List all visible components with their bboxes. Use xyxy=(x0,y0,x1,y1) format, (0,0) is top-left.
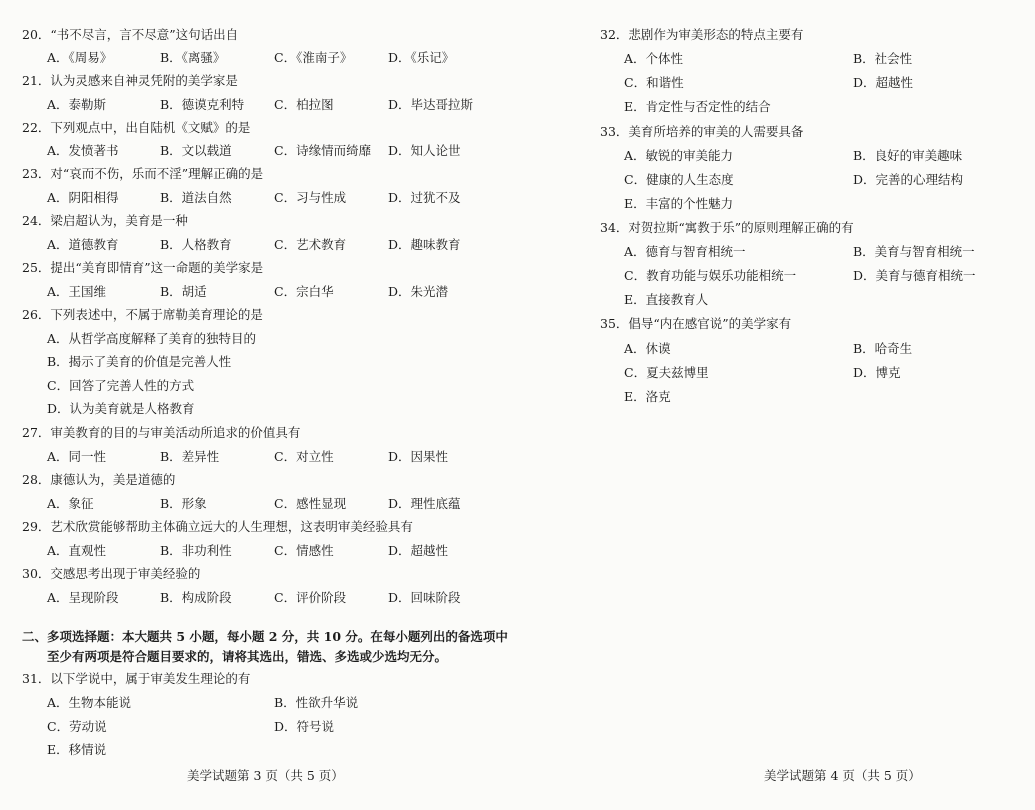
option: A．生物本能说 xyxy=(47,695,132,710)
right-page xyxy=(600,0,1035,810)
question-stem: 23．对“哀而不伤，乐而不淫”理解正确的是 xyxy=(22,166,264,181)
option: E．洛克 xyxy=(624,389,671,404)
option: A．发愤著书 xyxy=(47,143,119,158)
option: B．哈奇生 xyxy=(853,341,913,356)
option: A．呈现阶段 xyxy=(47,590,119,605)
option: A．敏锐的审美能力 xyxy=(624,148,734,163)
option: D．因果性 xyxy=(388,449,449,464)
option: C．柏拉图 xyxy=(274,97,334,112)
option: C．习与性成 xyxy=(274,190,347,205)
option: B．社会性 xyxy=(853,51,913,66)
question-stem: 35．倡导“内在感官说”的美学家有 xyxy=(600,316,792,331)
option: D．理性底蕴 xyxy=(388,496,461,511)
option: D．回味阶段 xyxy=(388,590,461,605)
option: E．移情说 xyxy=(47,742,107,757)
option: A．直观性 xyxy=(47,543,107,558)
section-heading: 二、多项选择题：本大题共 5 小题，每小题 2 分，共 10 分。在每小题列出的备选项中 xyxy=(22,629,508,644)
option: A．从哲学高度解释了美育的独特目的 xyxy=(47,331,257,346)
option: D．毕达哥拉斯 xyxy=(388,97,474,112)
question-stem: 25．提出“美育即情育”这一命题的美学家是 xyxy=(22,260,264,275)
option: A．道德教育 xyxy=(47,237,119,252)
page-footer: 美学试题第 3 页（共 5 页） xyxy=(187,768,344,783)
option: B．非功利性 xyxy=(160,543,232,558)
question-stem: 21．认为灵感来自神灵凭附的美学家是 xyxy=(22,73,238,88)
question-stem: 32．悲剧作为审美形态的特点主要有 xyxy=(600,27,804,42)
option: D．超越性 xyxy=(853,75,914,90)
option: D．美育与德育相统一 xyxy=(853,268,976,283)
section-heading-cont: 至少有两项是符合题目要求的，请将其选出，错选、多选或少选均无分。 xyxy=(47,649,448,664)
option: B．差异性 xyxy=(160,449,220,464)
option: C．诗缘情而绮靡 xyxy=(274,143,372,158)
option: A．《周易》 xyxy=(47,50,113,65)
option: A．个体性 xyxy=(624,51,684,66)
option: A．阴阳相得 xyxy=(47,190,119,205)
question-stem: 24．梁启超认为，美育是一种 xyxy=(22,213,188,228)
question-stem: 30．交感思考出现于审美经验的 xyxy=(22,566,201,581)
option: C．劳动说 xyxy=(47,719,107,734)
option: D．知人论世 xyxy=(388,143,461,158)
option: D．完善的心理结构 xyxy=(853,172,964,187)
option: D．朱光潜 xyxy=(388,284,449,299)
option: C．《淮南子》 xyxy=(274,50,353,65)
option: B．美育与智育相统一 xyxy=(853,244,975,259)
option: C．宗白华 xyxy=(274,284,334,299)
option: C．教育功能与娱乐功能相统一 xyxy=(624,268,797,283)
option: C．回答了完善人性的方式 xyxy=(47,378,195,393)
option: D．博克 xyxy=(853,365,901,380)
option: A．同一性 xyxy=(47,449,107,464)
option: B．人格教育 xyxy=(160,237,232,252)
option: B．道法自然 xyxy=(160,190,232,205)
option: E．肯定性与否定性的结合 xyxy=(624,99,771,114)
option: B．揭示了美育的价值是完善人性 xyxy=(47,354,232,369)
option: A．王国维 xyxy=(47,284,107,299)
option: C．对立性 xyxy=(274,449,334,464)
option: C．夏夫兹博里 xyxy=(624,365,709,380)
option: E．直接教育人 xyxy=(624,292,709,307)
option: C．健康的人生态度 xyxy=(624,172,734,187)
option: D．超越性 xyxy=(388,543,449,558)
page-footer: 美学试题第 4 页（共 5 页） xyxy=(764,768,921,783)
option: A．德育与智育相统一 xyxy=(624,244,746,259)
option: B．形象 xyxy=(160,496,207,511)
option: A．象征 xyxy=(47,496,94,511)
option: A．泰勒斯 xyxy=(47,97,107,112)
option: D．《乐记》 xyxy=(388,50,455,65)
question-stem: 33．美育所培养的审美的人需要具备 xyxy=(600,124,804,139)
question-stem: 20．“书不尽言，言不尽意”这句话出自 xyxy=(22,27,239,42)
option: A．休谟 xyxy=(624,341,671,356)
option: C．情感性 xyxy=(274,543,334,558)
option: B．构成阶段 xyxy=(160,590,232,605)
question-stem: 31．以下学说中，属于审美发生理论的有 xyxy=(22,671,251,686)
question-stem: 34．对贺拉斯“寓教于乐”的原则理解正确的有 xyxy=(600,220,854,235)
option: D．符号说 xyxy=(274,719,335,734)
option: C．感性显现 xyxy=(274,496,347,511)
option: D．过犹不及 xyxy=(388,190,461,205)
question-stem: 27．审美教育的目的与审美活动所追求的价值具有 xyxy=(22,425,301,440)
option: C．和谐性 xyxy=(624,75,684,90)
option: D．认为美育就是人格教育 xyxy=(47,401,195,416)
option: B．良好的审美趣味 xyxy=(853,148,963,163)
question-stem: 26．下列表述中，不属于席勒美育理论的是 xyxy=(22,307,263,322)
option: B．德谟克利特 xyxy=(160,97,245,112)
option: D．趣味教育 xyxy=(388,237,461,252)
option: B．《离骚》 xyxy=(160,50,226,65)
option: E．丰富的个性魅力 xyxy=(624,196,734,211)
option: C．艺术教育 xyxy=(274,237,347,252)
option: B．性欲升华说 xyxy=(274,695,359,710)
question-stem: 29．艺术欣赏能够帮助主体确立远大的人生理想，这表明审美经验具有 xyxy=(22,519,413,534)
question-stem: 22．下列观点中，出自陆机《文赋》的是 xyxy=(22,120,251,135)
question-stem: 28．康德认为，美是道德的 xyxy=(22,472,176,487)
option: C．评价阶段 xyxy=(274,590,347,605)
option: B．胡适 xyxy=(160,284,207,299)
option: B．文以载道 xyxy=(160,143,232,158)
